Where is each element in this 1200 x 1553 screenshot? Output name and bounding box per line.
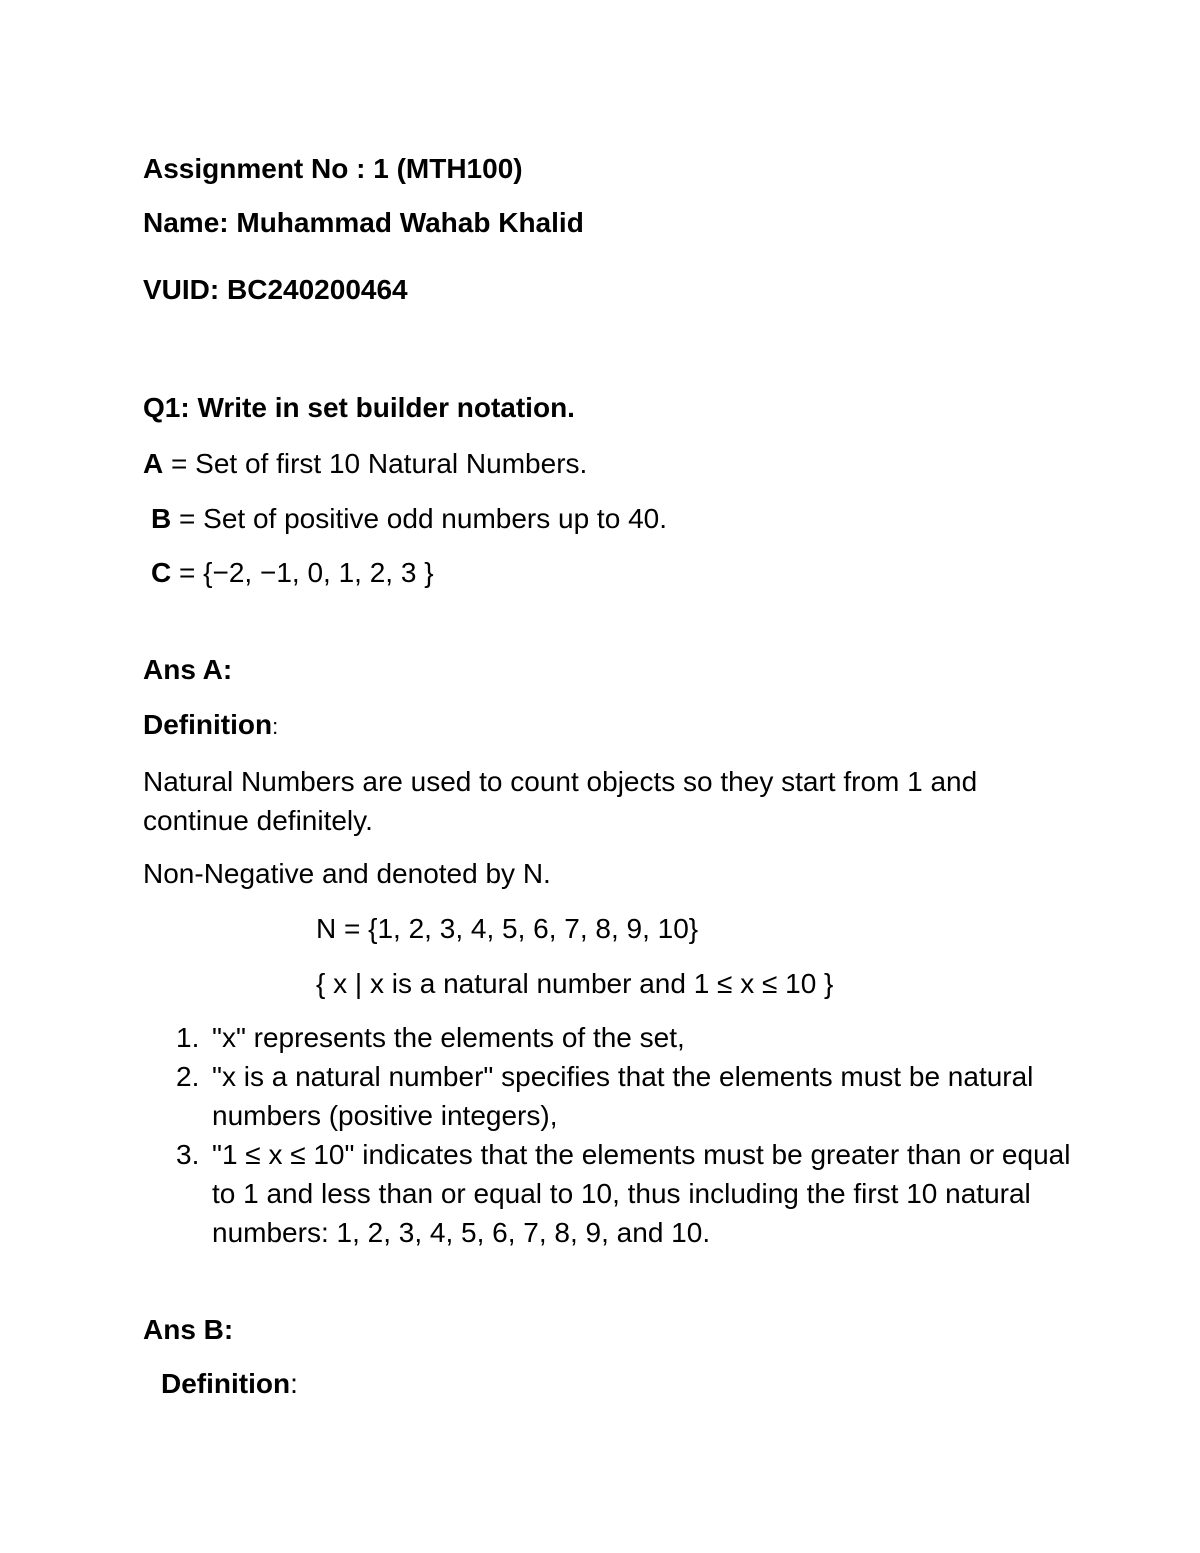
definition-colon: : — [290, 1368, 298, 1399]
question-item-label: C — [151, 557, 172, 588]
answer-b-heading: Ans B: — [143, 1314, 234, 1345]
answer-a-line2: Non-Negative and denoted by N. — [143, 858, 551, 889]
set-roster: N = {1, 2, 3, 4, 5, 6, 7, 8, 9, 10} — [316, 913, 699, 944]
question-item-label: A — [143, 448, 164, 479]
list-number: 3. — [176, 1139, 200, 1170]
question-item-c — [151, 559, 434, 587]
answer-a-paragraph: Natural Numbers are used to count objects so they start from 1 and continue definitely. — [143, 766, 978, 836]
list-item — [143, 1018, 1083, 1057]
question-item-label: B — [151, 503, 172, 534]
answer-a-heading: Ans A: — [143, 654, 233, 685]
list-text: "x" represents the elements of the set, — [212, 1022, 685, 1053]
question-item-b — [151, 505, 667, 533]
definition-label: Definition — [143, 709, 273, 740]
answer-b-definition-heading — [161, 1370, 298, 1398]
student-name: Name: Muhammad Wahab Khalid — [143, 207, 584, 238]
question-item-a — [143, 450, 587, 478]
assignment-title: Assignment No : 1 (MTH100) — [143, 153, 523, 184]
vuid-line — [143, 276, 408, 304]
list-text: "1 ≤ x ≤ 10" indicates that the elements must be greater than or equal to 1 and less than or equal to 10, thus including the first 10 natural numbers: 1, 2, 3, 4, 5, 6, 7, 8, 9, and 10. — [212, 1139, 1071, 1248]
definition-colon: : — [272, 714, 279, 739]
question-item-text: = Set of positive odd numbers up to 40. — [171, 503, 667, 534]
vuid-value: BC240200464 — [227, 274, 408, 305]
list-number: 2. — [176, 1061, 200, 1092]
list-text: "x is a natural number" specifies that the elements must be natural numbers (positive integers), — [212, 1061, 1034, 1131]
definition-label: Definition — [161, 1368, 291, 1399]
vuid-label: VUID: — [143, 274, 220, 305]
set-builder: { x | x is a natural number and 1 ≤ x ≤ 10 } — [316, 968, 834, 999]
list-item — [143, 1135, 1083, 1252]
question-item-text: = Set of first 10 Natural Numbers. — [163, 448, 588, 479]
question-title: Q1: Write in set builder notation. — [143, 392, 575, 423]
question-item-text: = {−2, −1, 0, 1, 2, 3 } — [171, 557, 434, 588]
explanation-list — [143, 1018, 1083, 1252]
list-number: 1. — [176, 1022, 200, 1053]
list-item — [143, 1057, 1083, 1135]
answer-a-definition-heading — [143, 711, 278, 739]
